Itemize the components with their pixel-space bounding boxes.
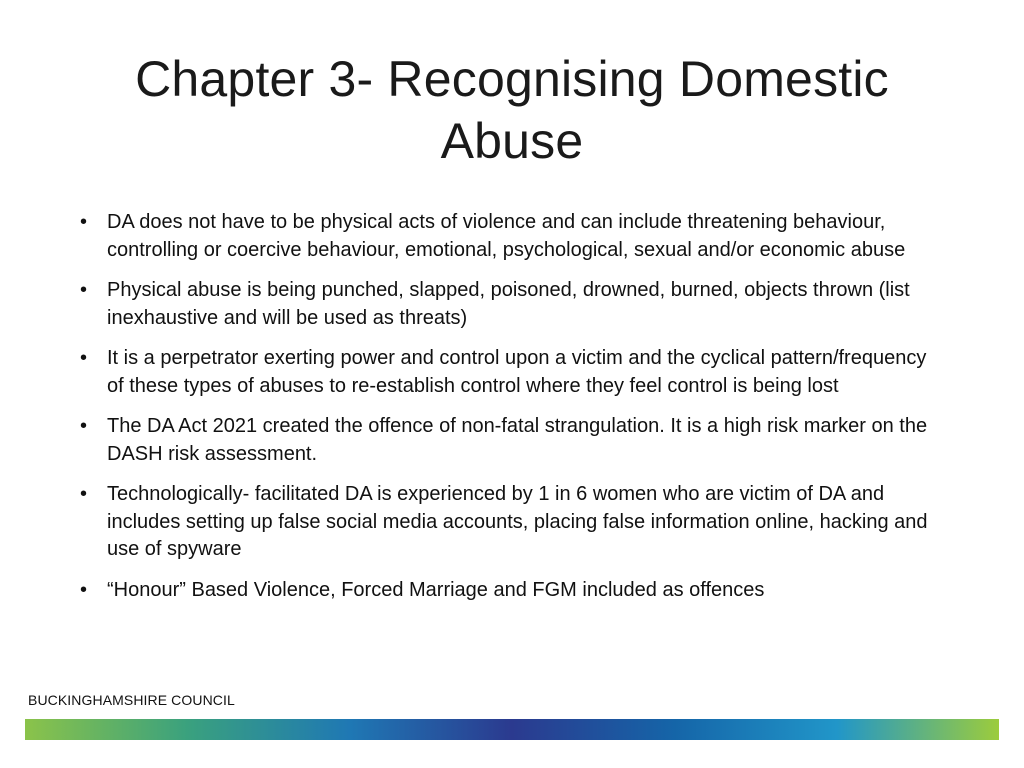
bullet-icon: • [80, 279, 88, 301]
bullet-item [80, 209, 948, 264]
bullet-icon: • [80, 578, 88, 601]
bullet-text: DA does not have to be physical acts of violence and can include threatening behaviour, controlling or coercive behaviour, emotional, psychological, sexual and/or economic abuse [107, 211, 906, 261]
bullet-item [80, 413, 948, 468]
bullet-text: It is a perpetrator exerting power and control upon a victim and the cyclical pattern/frequency of these types of abuses to re-establish control where they feel control is being lost [107, 347, 927, 397]
bullet-list [80, 209, 948, 617]
bullet-icon: • [80, 415, 88, 437]
bullet-icon: • [80, 347, 88, 369]
bullet-item [80, 277, 948, 332]
bullet-text: Technologically- facilitated DA is experienced by 1 in 6 women who are victim of DA and includes setting up false social media accounts, placing false information online, hacking and use of spyware [107, 483, 928, 560]
bullet-text: “Honour” Based Violence, Forced Marriage and FGM included as offences [107, 578, 765, 601]
bullet-item [80, 481, 948, 564]
bullet-icon: • [80, 483, 88, 505]
bullet-text: The DA Act 2021 created the offence of non-fatal strangulation. It is a high risk marker on the DASH risk assessment. [107, 415, 928, 465]
brand-gradient-bar [25, 719, 999, 740]
slide-title: Chapter 3- Recognising Domestic Abuse [135, 51, 889, 169]
council-name: BUCKINGHAMSHIRE COUNCIL [28, 692, 235, 708]
bullet-item [80, 345, 948, 400]
bullet-icon: • [80, 211, 88, 233]
bullet-item [80, 577, 948, 605]
bullet-text: Physical abuse is being punched, slapped, poisoned, drowned, burned, objects thrown (list inexhaustive and will be used as threats) [107, 279, 910, 329]
